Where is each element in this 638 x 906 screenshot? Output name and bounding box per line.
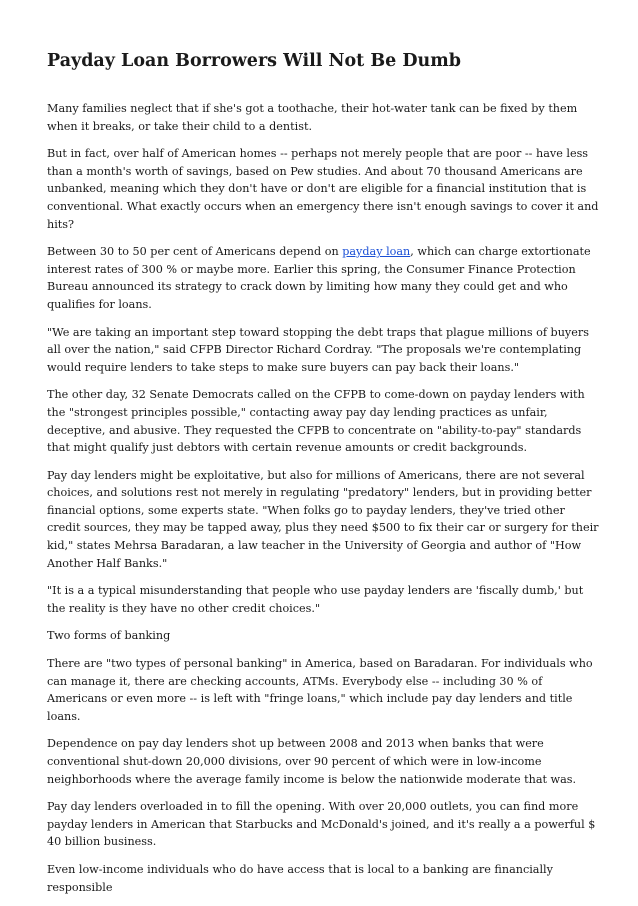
paragraph-1: Many families neglect that if she's got a toothache, their hot-water tank can be fixed by them when it breaks, or take their child to a dentist. (47, 102, 578, 133)
paragraph-4: "We are taking an important step toward stopping the debt traps that plague millions of buyers all over the nation," said CFPB Director Richard Cordray. "The proposals we're contemplating would require lenders to take steps to make sure buyers can pay back their loans." (47, 325, 589, 374)
paragraph-3 (47, 243, 600, 313)
paragraph-7: "It is a a typical misunderstanding that people who use payday lenders are 'fiscally dumb,' but the reality is they have no other credit choices." (47, 584, 584, 615)
paragraph-5: The other day, 32 Senate Democrats called on the CFPB to come-down on payday lenders with the "strongest principles possible," contacting away pay day lending practices as unfair, deceptive, and abusive. They requested the CFPB to concentrate on "ability-to-pay" standards that might qualify just debtors with certain revenue amounts or credit backgrounds. (47, 388, 585, 455)
paragraph-10: Dependence on pay day lenders shot up between 2008 and 2013 when banks that were conventional shut-down 20,000 divisions, over 90 percent of which were in low-income neighborhoods where the average family income is below the nationwide moderate that was. (47, 737, 577, 786)
payday-loan-link[interactable]: payday loan (342, 245, 411, 259)
paragraph-3-rest: , which can charge extortionate interest rates of 300 % or maybe more. Earlier this spring, the Consumer Finance Protection Bureau announced its strategy to crack down by limiting how many they could get and who qualifies for loans. (47, 245, 591, 311)
paragraph-12: Even low-income individuals who do have access that is local to a banking are financially responsible (47, 862, 553, 894)
paragraph-2: But in fact, over half of American homes -- perhaps not merely people that are poor -- have less than a month's worth of savings, based on Pew studies. And about 70 thousand Americans are unbanked, meaning which they don't have or don't are eligible for a financial institution that is conventional. What exactly occurs when an emergency there isn't enough savings to cover it and hits? (47, 147, 599, 231)
page-title: Payday Loan Borrowers Will Not Be Dumb (47, 51, 462, 71)
section-heading-two-forms-of-banking: Two forms of banking (47, 629, 171, 643)
document-page (47, 50, 600, 906)
paragraph-3-lead: Between 30 to 50 per cent of Americans depend on (47, 245, 343, 259)
paragraph-11: Pay day lenders overloaded in to fill the opening. With over 20,000 outlets, you can find more payday lenders in American that Starbucks and McDonald's joined, and it's really a a powerful $ 40 billion business. (47, 800, 596, 849)
paragraph-9: There are "two types of personal banking" in America, based on Baradaran. For individuals who can manage it, there are checking accounts, ATMs. Everybody else -- including 30 % of Americans or even more -- is left with "fringe loans," which include pay day lenders and title loans. (47, 657, 593, 723)
paragraph-6: Pay day lenders might be exploitative, but also for millions of Americans, there are not several choices, and solutions rest not merely in regulating "predatory" lenders, but in providing better financial options, some experts state. "When folks go to payday lenders, they've tried other credit sources, they may be tapped away, plus they need $500 to fix their car or surgery for their kid," states Mehrsa Baradaran, a law teacher in the University of Georgia and author of "How Another Half Banks." (47, 468, 599, 570)
